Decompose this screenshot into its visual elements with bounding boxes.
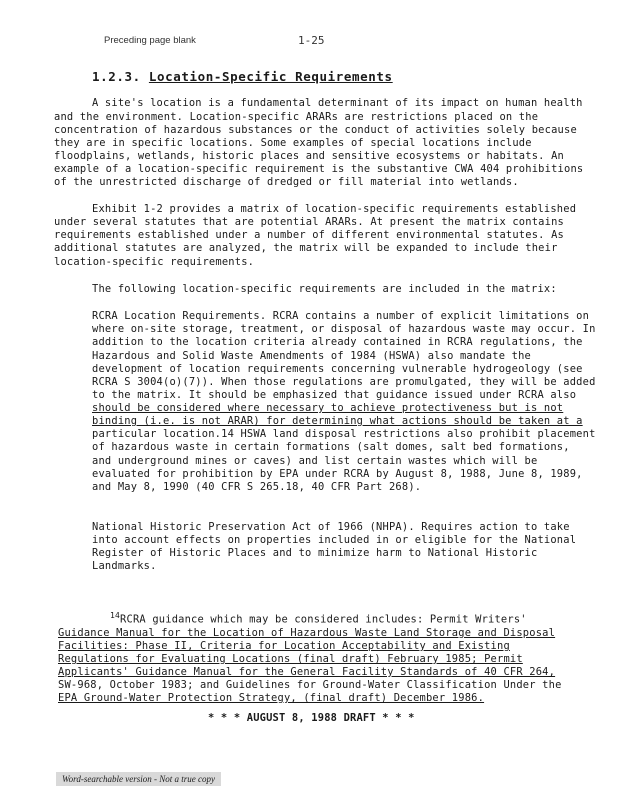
text-line: of hazardous waste in certain formations (salt domes, salt bed formations, (92, 441, 570, 453)
text-line: A site's location is a fundamental determinant of its impact on human health (92, 97, 583, 109)
text-line: Exhibit 1-2 provides a matrix of location-specific requirements established (92, 203, 577, 215)
text-line: Landmarks. (92, 560, 157, 572)
text-line: particular location.14 HSWA land disposal restrictions also prohibit placement (92, 428, 596, 440)
footnote-line: Applicants' Guidance Manual for the General Facility Standards of 40 CFR 264, (58, 666, 556, 678)
text-line: to the matrix. It should be emphasized that guidance issued under RCRA also (92, 389, 577, 401)
text-line: National Historic Preservation Act of 1966 (NHPA). Requires action to take (92, 521, 570, 533)
text-line: where on-site storage, treatment, or disposal of hazardous waste may occur. In (92, 323, 596, 335)
section-number: 1.2.3. (92, 69, 141, 84)
text-line: additional statutes are analyzed, the matrix will be expanded to include their (54, 242, 558, 254)
text-line: floodplains, wetlands, historic places and sensitive ecosystems or habitats. An (54, 150, 564, 162)
page-number: 1-25 (298, 34, 325, 47)
text-line: evaluated for prohibition by EPA under RCRA by August 8, 1988, June 8, 1989, (92, 468, 583, 480)
footnote-line: $^{14}$RCRA guidance which may be considered includes: Permit Writers' (110, 611, 527, 626)
text-line: under several statutes that are potential ARARs. At present the matrix contains (54, 216, 564, 228)
text-line: example of a location-specific requirement is the substantive CWA 404 prohibitions (54, 163, 584, 175)
footnote-line: EPA Ground-Water Protection Strategy, (final draft) December 1986. (58, 692, 485, 704)
footnote-line: SW-968, October 1983; and Guidelines for Ground-Water Classification Under the (58, 679, 562, 691)
text-line: of the unrestricted discharge of dredged or fill material into wetlands. (54, 176, 519, 188)
text-line: RCRA Location Requirements. RCRA contains a number of explicit limitations on (92, 310, 590, 322)
footnote-line: Guidance Manual for the Location of Hazardous Waste Land Storage and Disposal (58, 627, 556, 639)
text-line: requirements established under a number of different environmental statutes. As (54, 229, 564, 241)
text-line: concentration of hazardous substances or the conduct of activities solely because (54, 124, 577, 136)
text-line: and underground mines or caves) and list certain wastes which will be (92, 455, 538, 467)
footnote-line: Facilities: Phase II, Criteria for Location Acceptability and Existing (58, 640, 510, 652)
text-line: binding (i.e. is not ARAR) for determining what actions should be taken at a (92, 415, 583, 427)
text-line: should be considered where necessary to achieve protectiveness but is not (92, 402, 564, 414)
text-line: and May 8, 1990 (40 CFR S 265.18, 40 CFR Part 268). (92, 481, 422, 493)
text-line: Hazardous and Solid Waste Amendments of 1984 (HSWA) also mandate the (92, 350, 531, 362)
text-line: and the environment. Location-specific ARARs are restrictions placed on the (54, 111, 539, 123)
text-line: development of location requirements concerning vulnerable hydrogeology (see (92, 363, 583, 375)
text-line: they are in specific locations. Some examples of special locations include (54, 137, 532, 149)
text-line: into account effects on properties included in or eligible for the National (92, 534, 577, 546)
intro-list-line: The following location-specific requirements are included in the matrix: (92, 283, 557, 295)
section-title: Location-Specific Requirements (148, 69, 393, 84)
text-line: location-specific requirements. (54, 256, 255, 268)
word-searchable-banner: Word-searchable version - Not a true copy (56, 772, 221, 786)
draft-date-note: * * * AUGUST 8, 1988 DRAFT * * * (208, 712, 415, 724)
footnote-marker: 14 (110, 611, 121, 620)
footnote-line: Regulations for Evaluating Locations (final draft) February 1985; Permit (58, 653, 523, 665)
text-line: Register of Historic Places and to minimize harm to National Historic (92, 547, 538, 559)
preceding-page-note: Preceding page blank (104, 35, 196, 46)
text-line: addition to the location criteria already contained in RCRA regulations, the (92, 336, 583, 348)
section-heading (92, 69, 393, 84)
text-line: RCRA S 3004(o)(7)). When those regulations are promulgated, they will be added (92, 376, 596, 388)
